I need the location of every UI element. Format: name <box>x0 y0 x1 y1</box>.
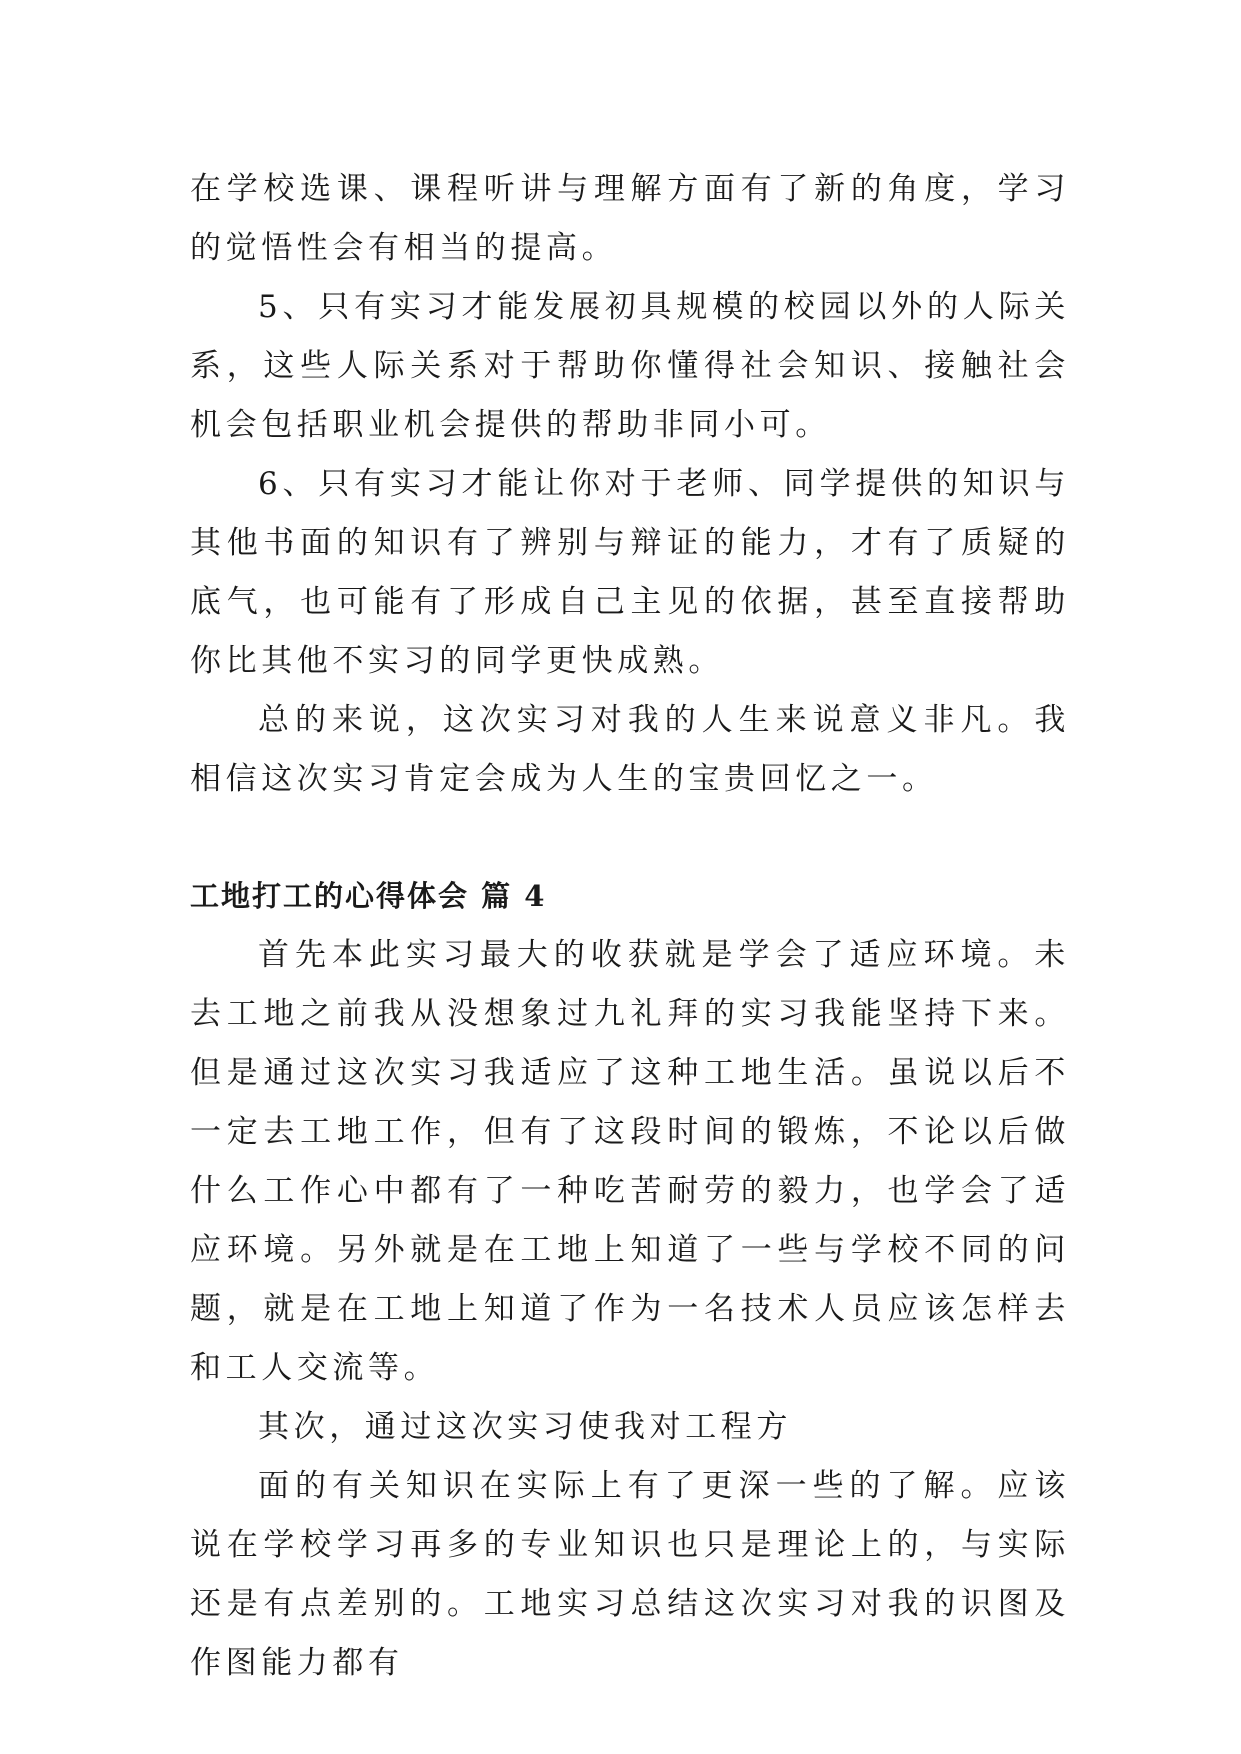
paragraph-section4-2: 其次，通过这次实习使我对工程方 <box>258 1409 792 1445</box>
paragraph-section4-3: 面的有关知识在实际上有了更深一些的了解。应该说在学校学习再多的专业知识也只是理论上的，与实际还是有点差别的。工地实习总结这次实习对我的识图及作图能力都有 <box>190 1468 1070 1681</box>
section-heading: 工地打工的心得体会 篇 4 <box>190 879 547 913</box>
paragraph-summary: 总的来说，这次实习对我的人生来说意义非凡。我相信这次实习肯定会成为人生的宝贵回忆之一。 <box>190 702 1070 797</box>
section-gap <box>190 809 1070 867</box>
paragraph-section4-1: 首先本此实习最大的收获就是学会了适应环境。未去工地之前我从没想象过九礼拜的实习我能坚持下来。但是通过这次实习我适应了这种工地生活。虽说以后不一定去工地工作，但有了这段时间的锻炼，不论以后做什么工作心中都有了一种吃苦耐劳的毅力，也学会了适应环境。另外就是在工地上知道了一些与学校不同的问题，就是在工地上知道了作为一名技术人员应该怎样去和工人交流等。 <box>190 937 1070 1386</box>
document-body <box>190 160 1070 1693</box>
paragraph-point-5: 5、只有实习才能发展初具规模的校园以外的人际关系，这些人际关系对于帮助你懂得社会知识、接触社会机会包括职业机会提供的帮助非同小可。 <box>190 289 1070 443</box>
paragraph-continued-1: 在学校选课、课程听讲与理解方面有了新的角度，学习的觉悟性会有相当的提高。 <box>190 171 1070 266</box>
paragraph-point-6: 6、只有实习才能让你对于老师、同学提供的知识与其他书面的知识有了辨别与辩证的能力，才有了质疑的底气，也可能有了形成自己主见的依据，甚至直接帮助你比其他不实习的同学更快成熟。 <box>190 466 1070 679</box>
